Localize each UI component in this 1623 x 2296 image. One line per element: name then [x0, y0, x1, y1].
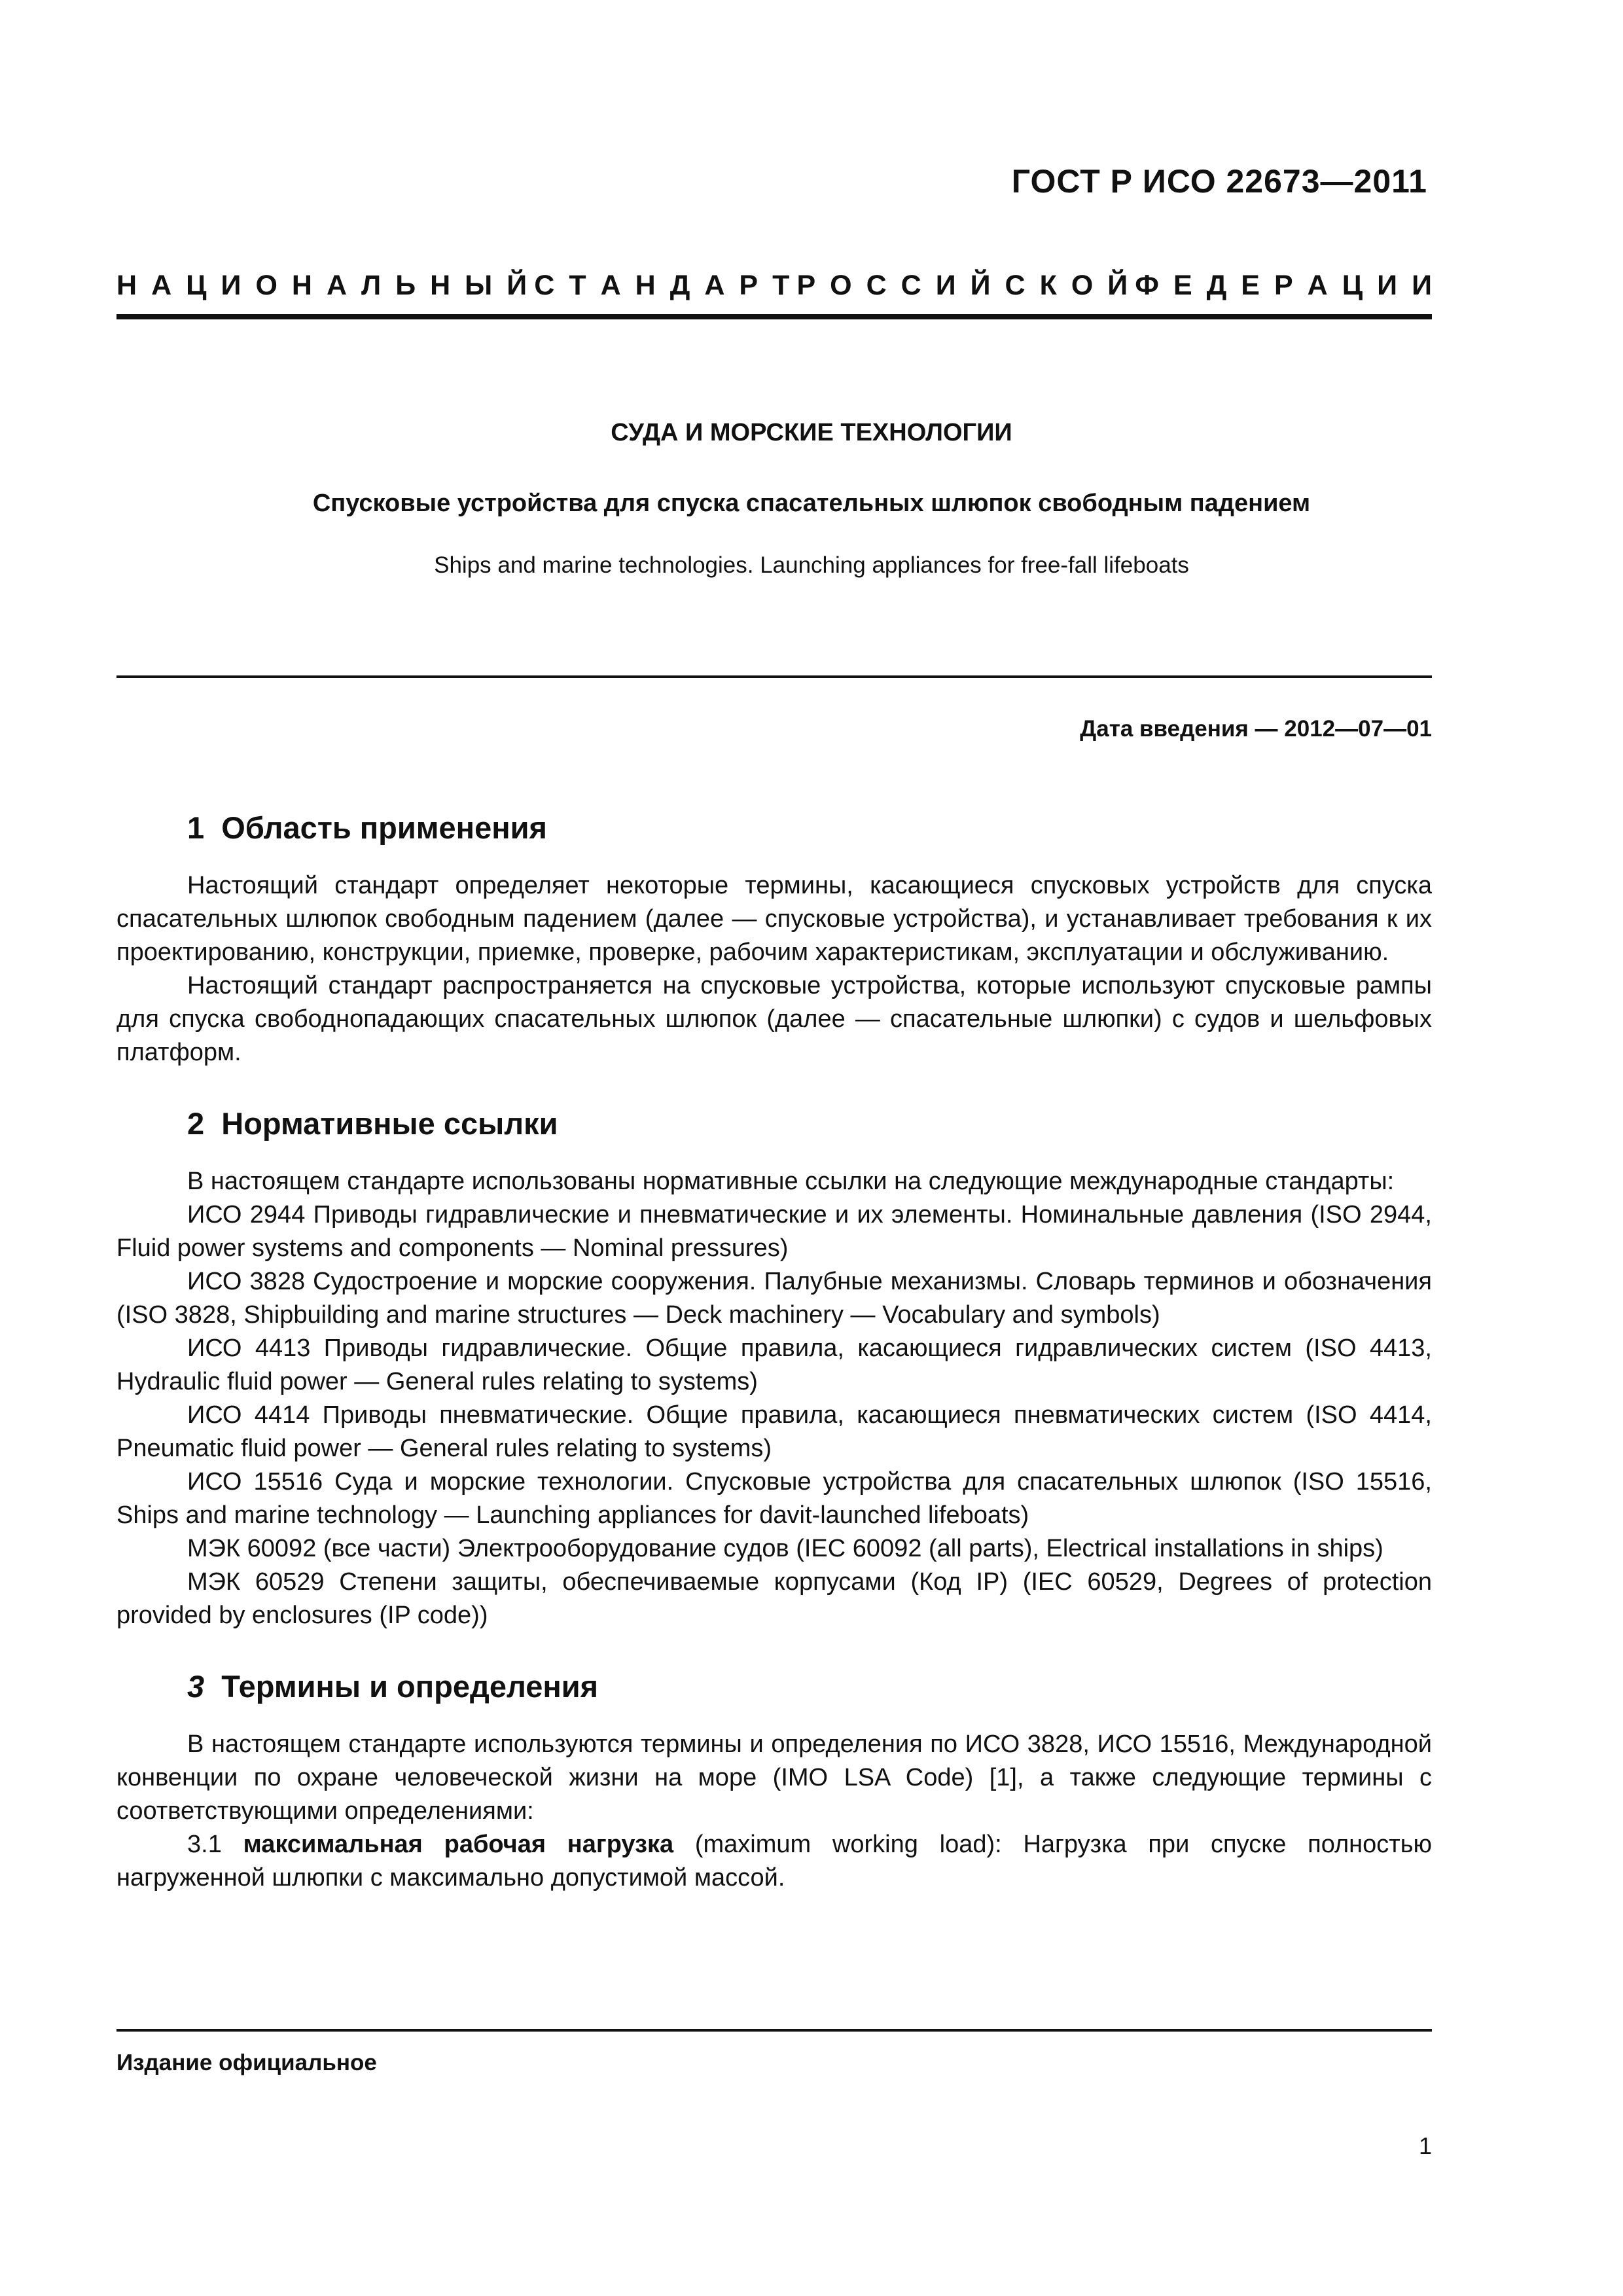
national-letter: Р [1274, 270, 1293, 301]
national-letter: А [1307, 270, 1328, 301]
section-3-title: Термины и определения [221, 1669, 599, 1704]
national-letter: С [1005, 270, 1026, 301]
normative-reference: ИСО 4414 Приводы пневматические. Общие правила, касающиеся пневматических систем (ISO 4414, Pneumatic fluid power — General rules relating to systems) [116, 1401, 1432, 1462]
normative-reference: МЭК 60529 Степени защиты, обеспечиваемые корпусами (Код IP) (IEC 60529, Degrees of protection provided by enclosures (IP code)) [116, 1568, 1432, 1629]
header-divider [116, 314, 1432, 319]
normative-reference: ИСО 2944 Приводы гидравлические и пневматические и их элементы. Номинальные давления (ISO 2944, Fluid power systems and components — Nominal pressures) [116, 1201, 1432, 1262]
national-letter: Й [970, 270, 991, 301]
definition-number: 3.1 [187, 1831, 222, 1858]
document-title-english: Ships and marine technologies. Launching appliances for free-fall lifeboats [434, 552, 1189, 578]
section-1-number: 1 [187, 810, 205, 845]
national-letter: О [830, 270, 852, 301]
page-number: 1 [1418, 2132, 1432, 2159]
section-2-title: Нормативные ссылки [221, 1106, 558, 1141]
national-word-2 [534, 270, 789, 302]
section-1-title: Область применения [221, 810, 547, 845]
national-letter: С [901, 270, 921, 301]
national-word-3 [796, 270, 1128, 302]
national-letter: Р [796, 270, 816, 301]
edition-label: Издание официальное [116, 2050, 377, 2075]
national-letter: Л [361, 270, 382, 301]
normative-reference: ИСО 3828 Судостроение и морские сооружения. Палубные механизмы. Словарь терминов и обозначения (ISO 3828, Shipbuilding and marine structures — Deck machinery — Vocabulary and symbols) [116, 1268, 1432, 1329]
document-subtitle: Спусковые устройства для спуска спасательных шлюпок свободным падением [312, 490, 1311, 517]
title-divider [116, 675, 1432, 678]
section-2-heading [116, 1101, 1432, 1147]
national-letter: Н [116, 270, 137, 301]
section-1-paragraph: Настоящий стандарт распространяется на спусковые устройства, которые используют спусковые рампы для спуска свободнопадающих спасательных шлюпок (далее — спасательные шлюпки) с судов и шельфовых платформ. [116, 972, 1432, 1066]
national-letter: А [151, 270, 172, 301]
national-standard-heading [116, 270, 1432, 302]
standard-designation: ГОСТ Р ИСО 22673—2011 [1011, 163, 1427, 200]
national-letter: И [935, 270, 956, 301]
national-letter: Й [1107, 270, 1128, 301]
section-2-number: 2 [187, 1106, 205, 1141]
national-letter: Ь [395, 270, 416, 301]
introduction-date: Дата введения — 2012—07—01 [1080, 716, 1432, 742]
national-letter: Д [669, 270, 690, 301]
national-letter: А [326, 270, 348, 301]
normative-reference: МЭК 60092 (все части) Электрооборудование судов (IEC 60092 (all parts), Electrical installations in ships) [187, 1535, 1383, 1562]
section-2-intro: В настоящем стандарте использованы нормативные ссылки на следующие международные стандарты: [187, 1168, 1395, 1195]
national-letter: С [534, 270, 555, 301]
national-letter: Н [291, 270, 312, 301]
national-letter: Н [635, 270, 656, 301]
national-letter: Ц [186, 270, 207, 301]
national-letter: Ф [1135, 270, 1159, 301]
definition-3-1 [116, 1828, 1432, 1895]
section-3-number: 3 [187, 1669, 205, 1704]
document-body [116, 805, 1432, 1895]
national-word-4 [1135, 270, 1432, 302]
national-letter: Е [1173, 270, 1192, 301]
definition-text: (maximum working load): Нагрузка при спуске полностью нагруженной шлюпки с максимально допустимой массой. [116, 1831, 1433, 1892]
section-1-paragraph: Настоящий стандарт определяет некоторые термины, касающиеся спусковых устройств для спуска спасательных шлюпок свободным падением (далее — спусковые устройства), и устанавливает требования к их проектированию, конструкции, приемке, проверке, рабочим характеристикам, эксплуатации и обслуживанию. [116, 872, 1432, 966]
document-title: СУДА И МОРСКИЕ ТЕХНОЛОГИИ [611, 419, 1012, 446]
national-letter: Ы [465, 270, 493, 301]
national-letter: О [255, 270, 277, 301]
national-letter: А [704, 270, 725, 301]
national-letter: Т [569, 270, 586, 301]
national-letter: К [1039, 270, 1057, 301]
normative-reference: ИСО 4413 Приводы гидравлические. Общие правила, касающиеся гидравлических систем (ISO 4413, Hydraulic fluid power — General rules relating to systems) [116, 1335, 1432, 1395]
section-1-heading [116, 805, 1432, 851]
national-letter: Р [739, 270, 758, 301]
national-letter: И [1412, 270, 1432, 301]
footer-divider [116, 2029, 1432, 2032]
national-letter: И [1377, 270, 1398, 301]
section-3-heading [116, 1664, 1432, 1710]
definition-term: максимальная рабочая нагрузка [243, 1831, 674, 1858]
national-letter: Й [507, 270, 527, 301]
national-letter: С [866, 270, 887, 301]
national-letter: Н [430, 270, 451, 301]
normative-reference: ИСО 15516 Суда и морские технологии. Спусковые устройства для спасательных шлюпок (ISO 15516, Ships and marine technology — Launching appliances for davit-launched lifeboats) [116, 1468, 1432, 1529]
national-word-1 [116, 270, 527, 302]
national-letter: Т [772, 270, 790, 301]
national-letter: Е [1241, 270, 1260, 301]
national-letter: Д [1206, 270, 1227, 301]
national-letter: Ц [1342, 270, 1363, 301]
national-letter: О [1071, 270, 1094, 301]
national-letter: И [221, 270, 241, 301]
national-letter: А [600, 270, 621, 301]
section-3-intro: В настоящем стандарте используются термины и определения по ИСО 3828, ИСО 15516, Международной конвенции по охране человеческой жизни на море (IMO LSA Code) [1], а также следующие термины с соответствующими определениями: [116, 1731, 1432, 1825]
